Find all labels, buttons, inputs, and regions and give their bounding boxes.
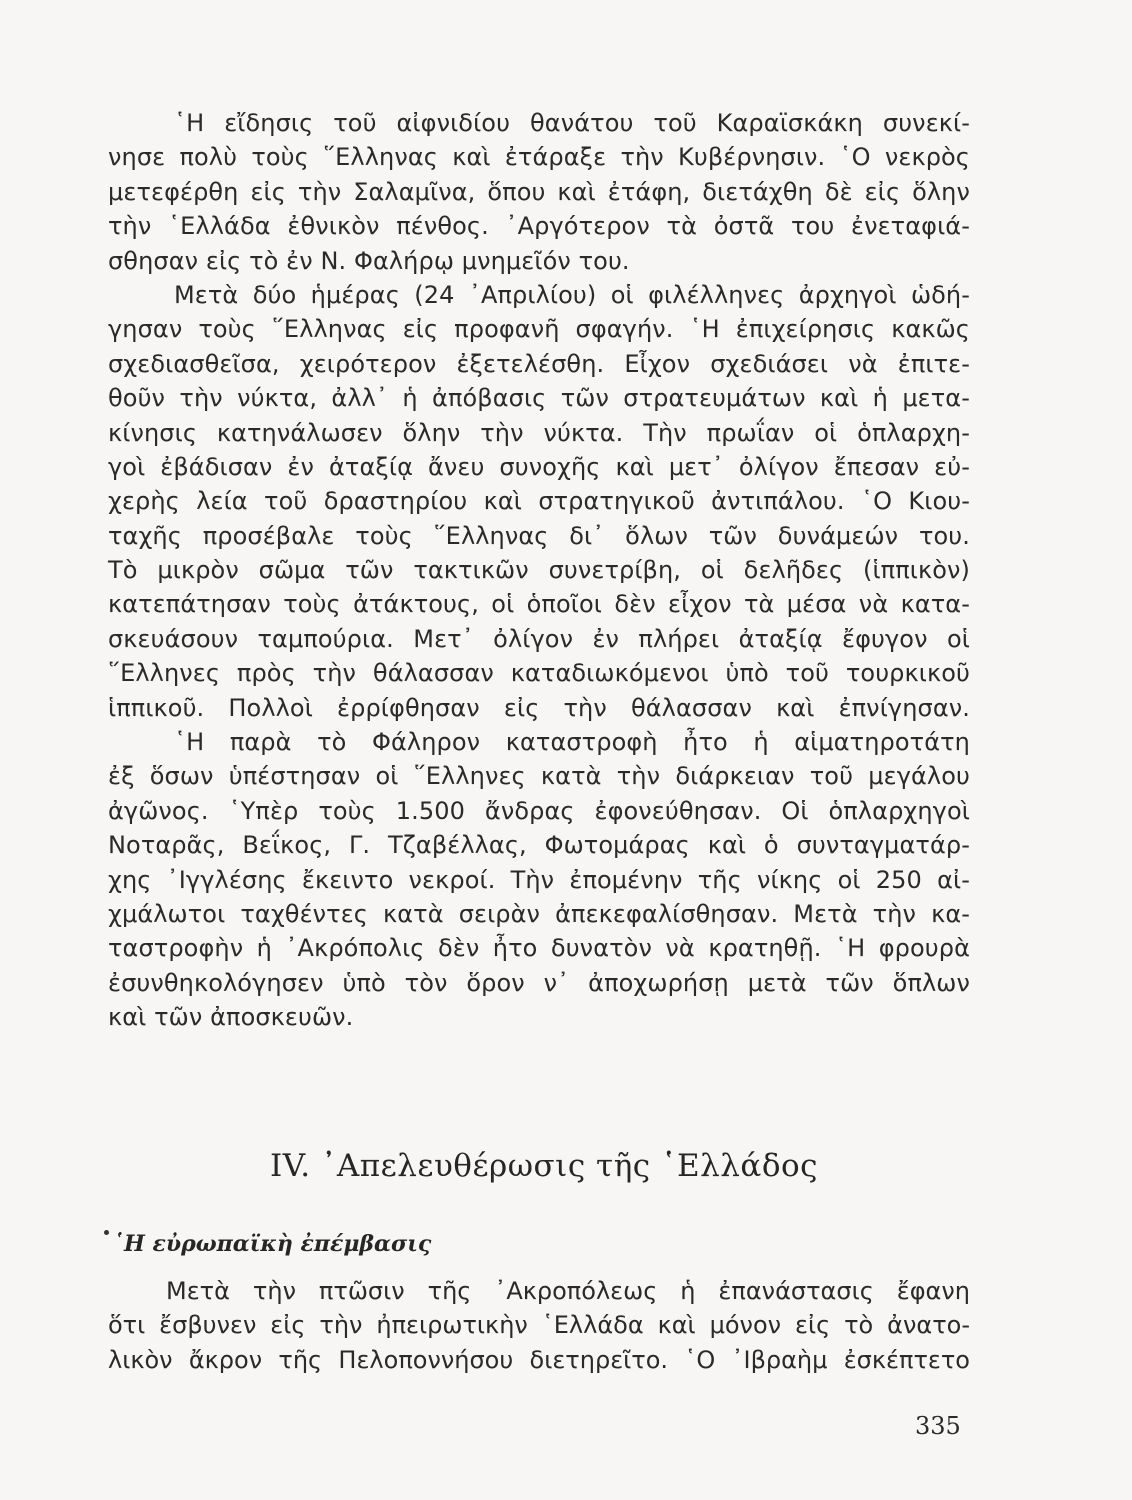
text-line: ταστροφὴν ἡ ᾿Ακρόπολις δὲν ἦτο δυνατὸν νὰ κρατηθῇ. ῾Η φρουρὰ [108,934,970,963]
text-line: ῾Η παρὰ τὸ Φάληρον καταστροφὴ ἦτο ἡ αἱματηροτάτη [174,728,970,757]
text-line: σκευάσουν ταμπούρια. Μετ᾿ ὀλίγον ἐν πλήρει ἀταξίᾳ ἔφυγον οἱ [108,624,970,653]
text-line: Μετὰ τὴν πτῶσιν τῆς ᾿Ακροπόλεως ἡ ἐπανάστασις ἔφανη [166,1277,970,1305]
body-text [108,106,970,1035]
text-line: μετεφέρθη εἰς τὴν Σαλαμῖνα, ὅπου καὶ ἐτάφη, διετάχθη δὲ εἰς ὅλην [108,177,970,206]
text-line: ταχῆς προσέβαλε τοὺς ῞Ελληνας δι᾿ ὅλων τῶν δυνάμεών του. [108,521,970,550]
text-line: ῾Η εἴδησις τοῦ αἰφνιδίου θανάτου τοῦ Καραϊσκάκη συνεκί- [174,109,970,137]
text-line: νησε πολὺ τοὺς ῞Ελληνας καὶ ἐτάραξε τὴν Κυβέρνησιν. ῾Ο νεκρὸς [108,143,970,172]
text-line: χερὴς λεία τοῦ δραστηρίου καὶ στρατηγικοῦ ἀντιπάλου. ῾Ο Κιου- [108,487,970,516]
text-line: ἐσυνθηκολόγησεν ὑπὸ τὸν ὅρον ν᾿ ἀποχωρήσῃ μετὰ τῶν ὅπλων [108,968,970,997]
text-line: γησαν τοὺς ῞Ελληνας εἰς προφανῆ σφαγήν. ῾Η ἐπιχείρησις κακῶς [108,315,970,344]
text-line: κίνησις κατηνάλωσεν ὅλην τὴν νύκτα. Τὴν πρωΐαν οἱ ὁπλαρχη- [108,418,970,447]
text-line: ἐξ ὅσων ὑπέστησαν οἱ ῞Ελληνες κατὰ τὴν διάρκειαν τοῦ μεγάλου [108,762,970,791]
text-line: χης ᾿Ιγγλέσης ἔκειντο νεκροί. Τὴν ἐπομένην τῆς νίκης οἱ 250 αἰ- [108,865,970,894]
text-line: κατεπάτησαν τοὺς ἀτάκτους, οἱ ὁποῖοι δὲν εἶχον τὰ μέσα νὰ κατα- [108,590,970,619]
page-number: 335 [915,1412,961,1440]
text-line: ἱππικοῦ. Πολλοὶ ἐρρίφθησαν εἰς τὴν θάλασσαν καὶ ἐπνίγησαν. [108,693,970,722]
text-line: γοὶ ἐβάδισαν ἐν ἀταξίᾳ ἄνευ συνοχῆς καὶ μετ᾿ ὀλίγον ἔπεσαν εὐ- [108,452,970,481]
text-line: καὶ τῶν ἀποσκευῶν. [108,1003,354,1032]
text-line: τὴν ῾Ελλάδα ἐθνικὸν πένθος. ᾿Αργότερον τὰ ὀστᾶ του ἐνεταφιά- [108,212,970,241]
text-line: ἀγῶνος. ῾Υπὲρ τοὺς 1.500 ἄνδρας ἐφονεύθησαν. Οἱ ὁπλαρχηγοὶ [108,796,970,825]
text-line: ῞Ελληνες πρὸς τὴν θάλασσαν καταδιωκόμενοι ὑπὸ τοῦ τουρκικοῦ [108,659,970,688]
text-line: Μετὰ δύο ἡμέρας (24 ᾿Απριλίου) οἱ φιλέλληνες ἀρχηγοὶ ὡδή- [174,280,970,309]
text-line: σθησαν εἰς τὸ ἐν Ν. Φαλήρῳ μνημεῖόν του. [108,246,630,275]
text-line: Τὸ μικρὸν σῶμα τῶν τακτικῶν συνετρίβη, οἱ δελῆδες (ἱππικὸν) [108,556,970,585]
final-paragraph [108,1274,970,1377]
text-line: χμάλωτοι ταχθέντες κατὰ σειρὰν ἀπεκεφαλίσθησαν. Μετὰ τὴν κα- [108,899,970,928]
section-heading: ῾Η εὐρωπαϊκὴ ἐπέμβασις [113,1231,432,1257]
text-line: Νοταρᾶς, Βεΐκος, Γ. Τζαβέλλας, Φωτομάρας καὶ ὁ συνταγματάρ- [108,831,970,860]
text-line: λικὸν ἄκρον τῆς Πελοποννήσου διετηρεῖτο. ῾Ο ᾿Ιβραὴμ ἐσκέπτετο [108,1345,970,1374]
text-line: θοῦν τὴν νύκτα, ἀλλ᾿ ἡ ἀπόβασις τῶν στρατευμάτων καὶ ἡ μετα- [108,384,970,413]
text-line: σχεδιασθεῖσα, χειρότερον ἐξετελέσθη. Εἶχον σχεδιάσει νὰ ἐπιτε- [108,349,970,378]
text-line: ὅτι ἔσβυνεν εἰς τὴν ἠπειρωτικὴν ῾Ελλάδα καὶ μόνον εἰς τὸ ἀνατο- [108,1311,970,1340]
bullet-mark [104,1230,109,1235]
chapter-heading: IV. ᾿Απελευθέρωσις τῆς ῾Ελλάδος [270,1148,819,1184]
